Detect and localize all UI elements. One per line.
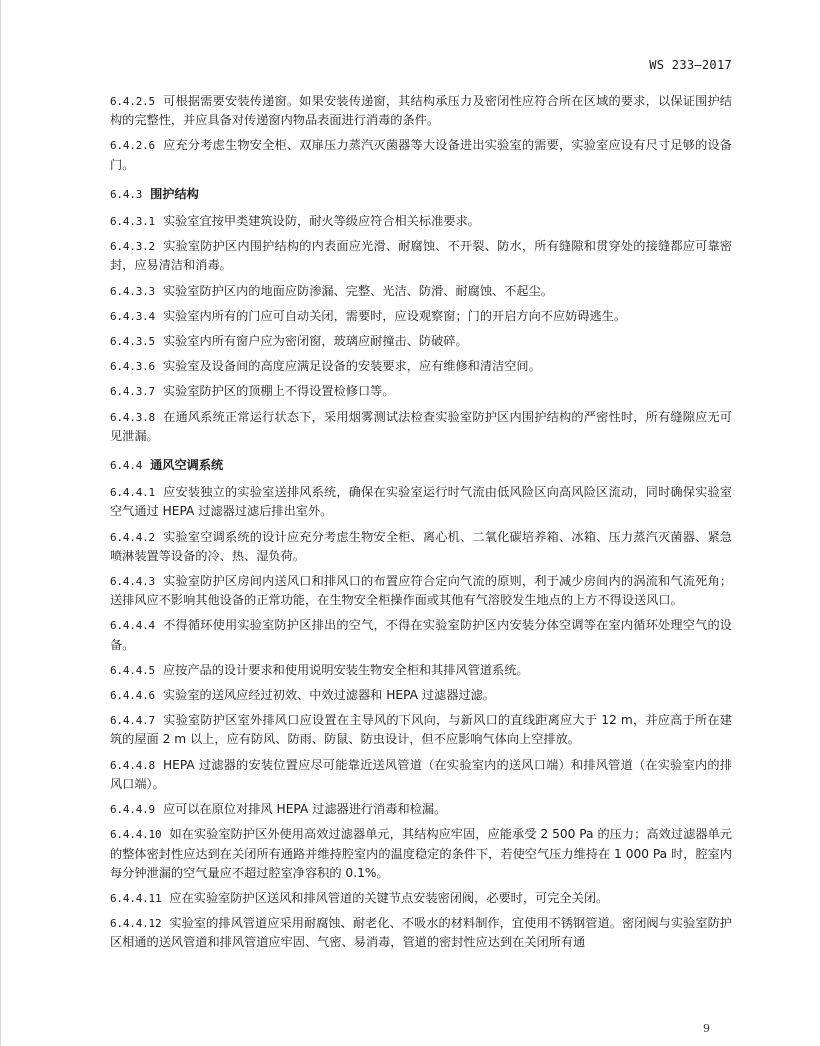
clause-number: 6.4.3.7 [110,385,155,399]
page-edge [0,0,1,1046]
clause-number: 6.4.4.10 [110,828,162,842]
document-body [110,92,732,959]
clause-paragraph [110,332,732,351]
clause-paragraph [110,686,732,705]
clause-text: 应充分考虑生物安全柜、双扉压力蒸汽灭菌器等大设备进出实验室的需要，实验室应设有尺寸足够的设备门。 [110,138,732,172]
clause-text: 应在实验室防护区送风和排风管道的关键节点安装密闭阀，必要时，可完全关闭。 [169,890,609,905]
clause-number: 6.4.2.6 [110,139,155,153]
clause-text: HEPA 过滤器的安装位置应尽可能靠近送风管道（在实验室内的送风口端）和排风管道（在实验室内的排风口端）。 [110,757,732,791]
clause-number: 6.4.3.3 [110,284,155,298]
clause-text: 实验室的送风应经过初效、中效过滤器和 HEPA 过滤器过滤。 [162,688,495,703]
page-number: 9 [703,1022,710,1035]
clause-paragraph [110,357,732,376]
clause-paragraph [110,282,732,301]
clause-text: 应安装独立的实验室送排风系统，确保在实验室运行时气流由低风险区向高风险区流动，同时确保实验室空气通过 HEPA 过滤器过滤后排出室外。 [110,485,732,519]
clause-text: 实验室内所有窗户应为密闭窗，玻璃应耐撞击、防破碎。 [162,334,468,349]
clause-text: 实验室防护区内围护结构的内表面应光滑、耐腐蚀、不开裂、防水，所有缝隙和贯穿处的接缝都应可靠密封，应易清洁和消毒。 [110,239,732,273]
clause-text: 实验室空调系统的设计应充分考虑生物安全柜、离心机、二氧化碳培养箱、冰箱、压力蒸汽灭菌器、紧急喷淋装置等设备的冷、热、湿负荷。 [110,529,732,563]
clause-number: 6.4.4.9 [110,803,155,817]
clause-number: 6.4.4 [110,459,143,473]
clause-text: 实验室内所有的门应可自动关闭，需要时，应设观察窗；门的开启方向不应妨碍逃生。 [162,308,627,323]
clause-paragraph [110,528,732,566]
clause-text: 在通风系统正常运行状态下，采用烟雾测试法检查实验室防护区内围护结构的严密性时，所有缝隙应无可见泄漏。 [110,409,732,443]
clause-number: 6.4.4.3 [110,575,155,589]
clause-paragraph [110,711,732,749]
clause-paragraph [110,756,732,794]
clause-text: 可根据需要安装传递窗。如果安装传递窗，其结构承压力及密闭性应符合所在区域的要求，以保证围护结构的完整性，并应具备对传递窗内物品表面进行消毒的条件。 [110,94,732,128]
clause-number: 6.4.4.1 [110,486,155,500]
clause-number: 6.4.4.7 [110,714,155,728]
clause-number: 6.4.4.8 [110,758,155,772]
clause-paragraph [110,237,732,275]
clause-text: 如在实验室防护区外使用高效过滤器单元，其结构应牢固，应能承受 2 500 Pa 的压力；高效过滤器单元的整体密封性应达到在关闭所有通路并维持腔室内的温度稳定的条件下，若使空气压力维持在 1 000 Pa 时，腔室内每分钟泄漏的空气量应不超过腔室净容积的 0.1%。 [110,827,732,880]
clause-number: 6.4.3.5 [110,335,155,349]
clause-text: 实验室防护区的顶棚上不得设置检修口等。 [162,384,395,399]
clause-number: 6.4.3 [110,187,143,201]
clause-number: 6.4.4.12 [110,917,162,931]
clause-number: 6.4.3.2 [110,240,155,254]
section-heading [110,185,732,204]
clause-paragraph [110,661,732,680]
clause-paragraph [110,92,732,130]
clause-text: 实验室防护区房间内送风口和排风口的布置应符合定向气流的原则，利于减少房间内的涡流和气流死角；送排风应不影响其他设备的正常功能，在生物安全柜操作面或其他有气溶胶发生地点的上方不得设送风口。 [110,574,732,608]
clause-text: 实验室宜按甲类建筑设防，耐火等级应符合相关标准要求。 [162,214,480,229]
heading-text: 通风空调系统 [150,458,224,473]
clause-number: 6.4.4.5 [110,663,155,677]
clause-paragraph [110,800,732,819]
clause-number: 6.4.3.4 [110,309,155,323]
section-heading [110,456,732,475]
clause-paragraph [110,572,732,610]
clause-text: 实验室的排风管道应采用耐腐蚀、耐老化、不吸水的材料制作，宜使用不锈钢管道。密闭阀与实验室防护区相通的送风管道和排风管道应牢固、气密、易消毒，管道的密封性应达到在关闭所有通 [110,916,732,950]
clause-paragraph [110,408,732,446]
clause-number: 6.4.4.11 [110,891,162,905]
clause-number: 6.4.4.2 [110,530,155,544]
clause-text: 实验室防护区室外排风口应设置在主导风的下风向，与新风口的直线距离应大于 12 m，并应高于所在建筑的屋面 2 m 以上，应有防风、防雨、防鼠、防虫设计，但不应影响气体向上空排放。 [110,713,732,747]
clause-paragraph [110,136,732,174]
clause-paragraph [110,483,732,521]
clause-text: 不得循环使用实验室防护区排出的空气，不得在实验室防护区内安装分体空调等在室内循环处理空气的设备。 [110,618,732,652]
clause-paragraph [110,889,732,908]
clause-paragraph [110,825,732,883]
clause-number: 6.4.3.1 [110,215,155,229]
clause-number: 6.4.2.5 [110,95,155,108]
clause-number: 6.4.4.6 [110,689,155,703]
clause-paragraph [110,382,732,401]
clause-paragraph [110,307,732,326]
clause-number: 6.4.4.4 [110,619,155,633]
clause-text: 应按产品的设计要求和使用说明安装生物安全柜和其排风管道系统。 [162,662,529,677]
standard-code: WS 233—2017 [649,58,732,72]
clause-paragraph [110,616,732,654]
clause-text: 应可以在原位对排风 HEPA 过滤器进行消毒和检漏。 [162,802,447,817]
clause-number: 6.4.3.8 [110,410,155,424]
clause-paragraph [110,212,732,231]
clause-text: 实验室及设备间的高度应满足设备的安装要求，应有维修和清洁空间。 [162,359,541,374]
clause-number: 6.4.3.6 [110,360,155,374]
clause-text: 实验室防护区内的地面应防渗漏、完整、光洁、防滑、耐腐蚀、不起尘。 [162,283,553,298]
clause-paragraph [110,914,732,952]
heading-text: 围护结构 [150,186,199,201]
